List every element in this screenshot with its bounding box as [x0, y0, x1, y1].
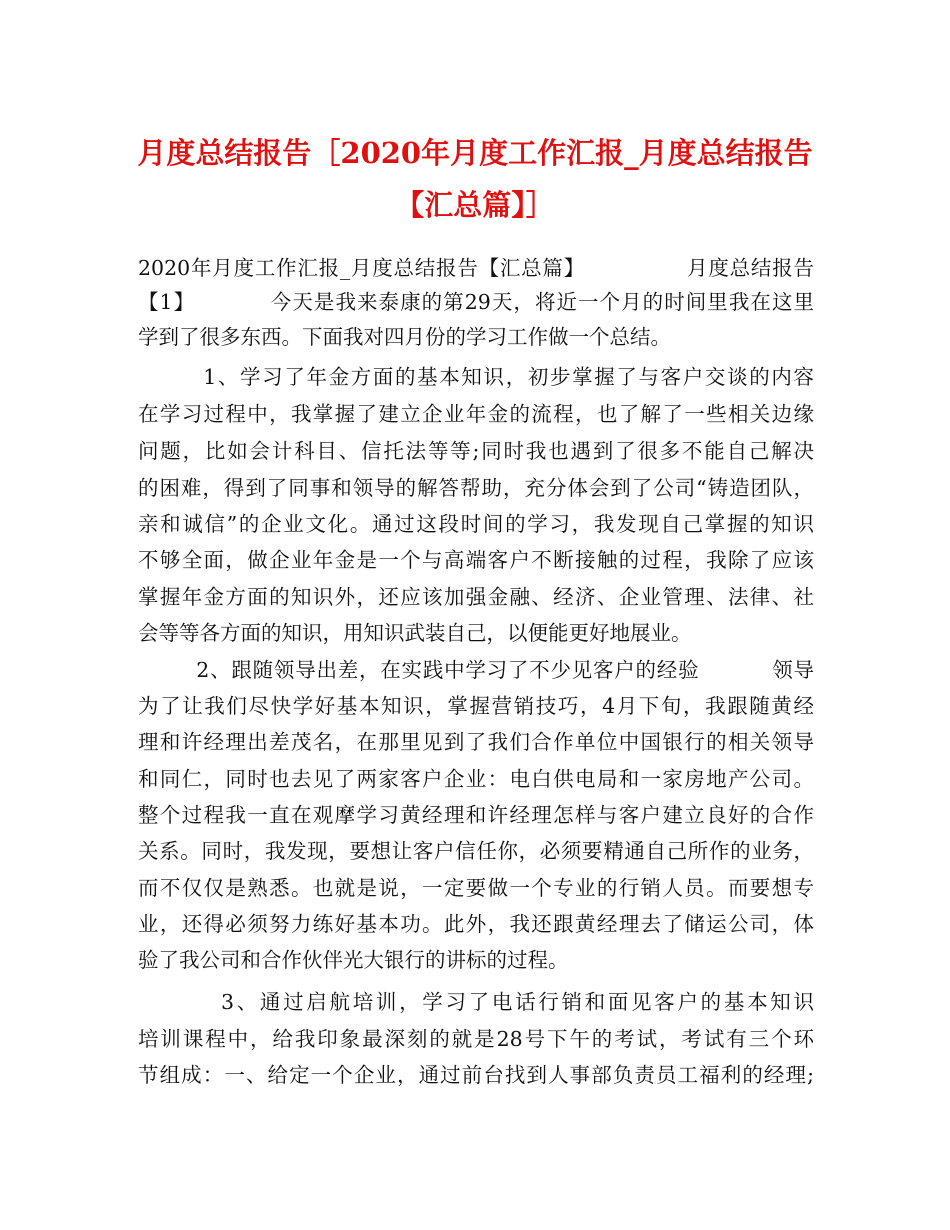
body-line: 理和许经理出差茂名，在那里见到了我们合作单位中国银行的相关领导 [138, 730, 814, 754]
title-line-2: 【汇总篇】］ [395, 188, 555, 222]
body-line: 关系。同时，我发现，要想让客户信任你，必须要精通自己所作的业务， [138, 839, 814, 863]
body-line: 学到了很多东西。下面我对四月份的学习工作做一个总结。 [138, 325, 671, 349]
body-line: 验了我公司和合作伙伴光大银行的讲标的过程。 [138, 948, 569, 972]
body-line: 为了让我们尽快学好基本知识，掌握营销技巧，4月下旬，我跟随黄经 [138, 694, 814, 718]
body-line: 整个过程我一直在观摩学习黄经理和许经理怎样与客户建立良好的合作 [138, 803, 814, 827]
body-line: 在学习过程中，我掌握了建立企业年金的流程，也了解了一些相关边缘 [138, 402, 814, 426]
body-line: 节组成：一、给定一个企业，通过前台找到人事部负责员工福利的经理; [138, 1063, 814, 1087]
body-line: 不够全面，做企业年金是一个与高端客户不断接触的过程，我除了应该 [138, 548, 814, 572]
body-line: 3、通过启航培训，学习了电话行销和面见客户的基本知识 [138, 990, 814, 1014]
body-line: 2020年月度工作汇报_月度总结报告【汇总篇】 月度总结报告 [138, 256, 814, 280]
body-line: 的困难，得到了同事和领导的解答帮助，充分体会到了公司“铸造团队， [138, 476, 814, 500]
body-line: 业，还得必须努力练好基本功。此外，我还跟黄经理去了储运公司，体 [138, 912, 814, 936]
body-line: 而不仅仅是熟悉。也就是说，一定要做一个专业的行销人员。而要想专 [138, 876, 814, 900]
body-line: 1、学习了年金方面的基本知识，初步掌握了与客户交谈的内容 [138, 365, 814, 389]
body-line: 培训课程中，给我印象最深刻的就是28号下午的考试，考试有三个环 [138, 1027, 814, 1051]
document-title [120, 127, 830, 231]
body-line: 亲和诚信”的企业文化。通过这段时间的学习，我发现自己掌握的知识 [138, 512, 814, 536]
body-line: 掌握年金方面的知识外，还应该加强金融、经济、企业管理、法律、社 [138, 585, 814, 609]
body-line: 【1】 今天是我来泰康的第29天，将近一个月的时间里我在这里 [138, 290, 814, 314]
body-line: 问题，比如会计科目、信托法等等;同时我也遇到了很多不能自己解决 [138, 439, 814, 463]
title-line-1: 月度总结报告［2020年月度工作汇报_月度总结报告 [137, 136, 813, 170]
body-line: 会等等各方面的知识，用知识武装自己，以便能更好地展业。 [138, 621, 692, 645]
body-line: 和同仁，同时也去见了两家客户企业：电白供电局和一家房地产公司。 [138, 767, 814, 791]
body-line: 2、跟随领导出差，在实践中学习了不少见客户的经验 领导 [138, 658, 814, 682]
